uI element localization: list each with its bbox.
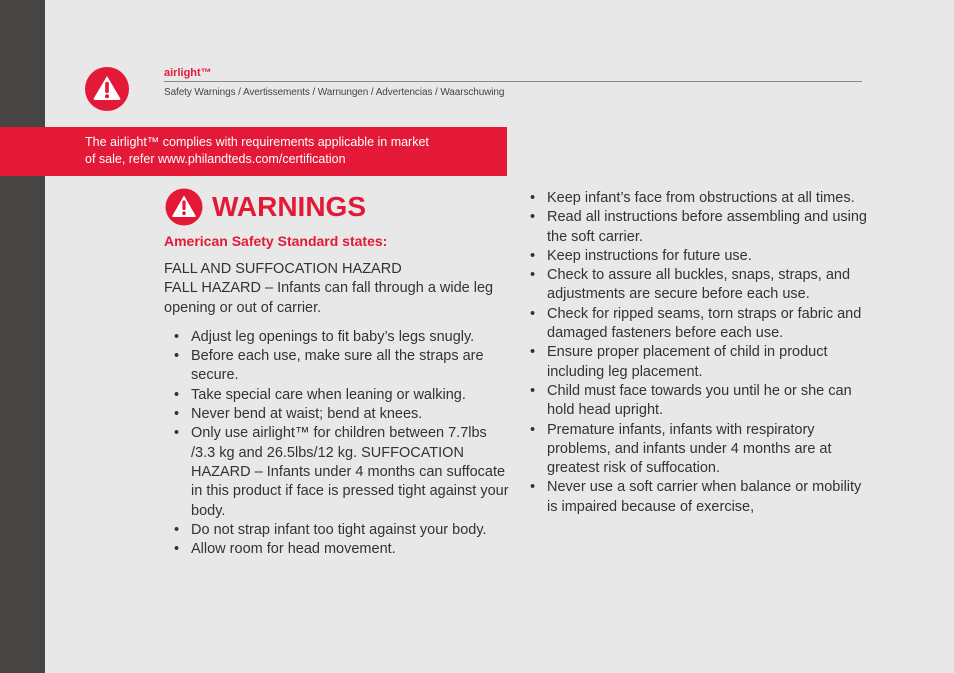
list-item: • Keep instructions for future use. bbox=[528, 247, 868, 266]
header-divider bbox=[164, 81, 862, 82]
brand-name: airlight™ bbox=[164, 67, 212, 79]
list-item: • Keep infant’s face from obstructions at all times. bbox=[528, 189, 868, 208]
hazard-title: FALL AND SUFFOCATION HAZARD bbox=[164, 261, 402, 277]
fall-hazard-text: FALL HAZARD – Infants can fall through a wide leg opening or out of carrier. bbox=[164, 280, 494, 316]
standard-heading: American Safety Standard states: bbox=[164, 233, 388, 249]
list-item: • Allow room for head movement. bbox=[172, 540, 509, 559]
list-item: • Ensure proper placement of child in product including leg placement. bbox=[528, 343, 868, 382]
list-item: • Never use a soft carrier when balance or mobility is impaired because of exercise, bbox=[528, 478, 868, 517]
certification-text bbox=[85, 134, 485, 168]
list-item: • Adjust leg openings to fit baby’s legs snugly. bbox=[172, 328, 509, 347]
list-item: • Check to assure all buckles, snaps, straps, and adjustments are secure before each use. bbox=[528, 266, 868, 305]
list-item: • Child must face towards you until he or she can hold head upright. bbox=[528, 382, 868, 421]
list-item: • Take special care when leaning or walking. bbox=[172, 386, 509, 405]
list-item: • Check for ripped seams, torn straps or fabric and damaged fasteners before each use. bbox=[528, 305, 868, 344]
list-item: • Never bend at waist; bend at knees. bbox=[172, 405, 509, 424]
page-subtitle: Safety Warnings / Avertissements / Warnungen / Advertencias / Waarschuwing bbox=[164, 87, 505, 98]
certification-line-1: The airlight™ complies with requirements applicable in market bbox=[85, 135, 429, 149]
warnings-right-column bbox=[528, 189, 868, 517]
warning-circle-icon bbox=[85, 67, 129, 111]
warnings-title: WARNINGS bbox=[212, 191, 366, 222]
right-warning-list bbox=[528, 189, 868, 517]
list-item: • Before each use, make sure all the straps are secure. bbox=[172, 347, 509, 386]
warnings-left-column bbox=[164, 260, 509, 559]
list-item: • Only use airlight™ for children between 7.7lbs /3.3 kg and 26.5lbs/12 kg. SUFFOCATION HAZARD – Infants under 4 months can suffocate in this product if face is pressed tight against your body. bbox=[172, 424, 509, 520]
left-edge-bar bbox=[0, 0, 45, 673]
list-item: • Read all instructions before assembling and using the soft carrier. bbox=[528, 208, 868, 247]
list-item: • Do not strap infant too tight against your body. bbox=[172, 521, 509, 540]
list-item: • Premature infants, infants with respiratory problems, and infants under 4 months are at greatest risk of suffocation. bbox=[528, 421, 868, 479]
warning-icon bbox=[164, 188, 204, 226]
certification-line-2: of sale, refer www.philandteds.com/certification bbox=[85, 152, 346, 166]
left-warning-list bbox=[172, 328, 509, 560]
